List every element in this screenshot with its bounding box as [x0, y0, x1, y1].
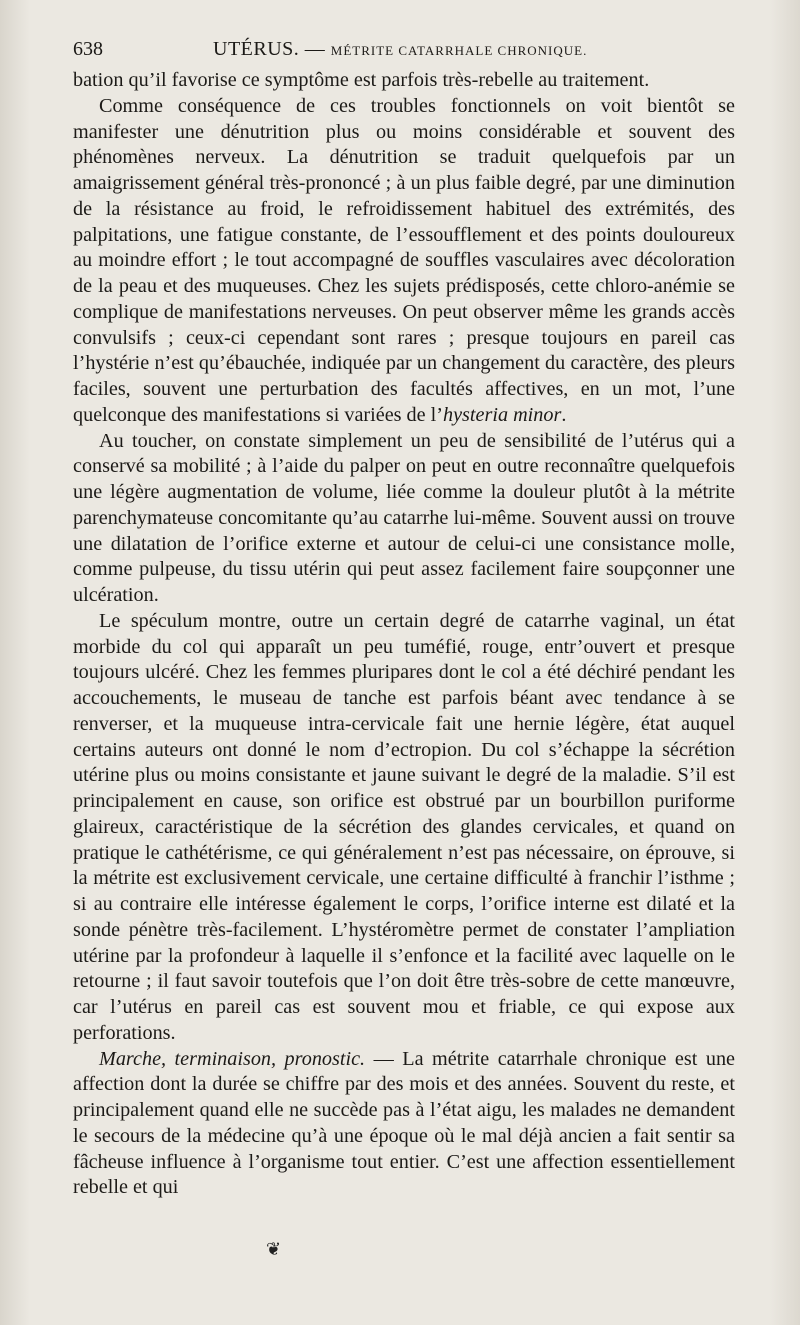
paragraph-toucher: Au toucher, on constate simplement un peu de sensibilité de l’utérus qui a conservé sa mobilité ; à l’aide du palper on peut en outre reconnaître quelquefois une légère augmentation de volume, liée comme la douleur plutôt à la métrite parenchymateuse concomitante qu’au catarrhe lui-même. Souvent aussi on trouve une dilatation de l’orifice externe et autour de celui-ci une consistance molle, comme pulpeuse, du tissu utérin qui peut assez facilement faire soupçonner une ulcération. — [73, 429, 735, 606]
section-heading-marche: Marche, terminaison, pronostic. — [99, 1047, 366, 1070]
paragraph-marche — [73, 1047, 735, 1202]
paragraph-denutrition-text: Comme conséquence de ces troubles fonctionnels on voit bientôt se manifester une dénutrition plus ou moins considérable et souvent des phénomènes nerveux. La dénutrition se traduit quelquefois par un amaigrissement général très-prononcé ; à un plus faible degré, par une diminution de la résistance au froid, le refroidissement habituel des extrémités, des palpitations, une fatigue constante, de l’essoufflement et des points douloureux au moindre effort ; le tout accompagné de souffles vasculaires avec décoloration de la peau et des muqueuses. Chez les sujets prédisposés, cette chloro-anémie se complique de manifestations nerveuses. On peut observer même les grands accès convulsifs ; ceux-ci cependant sont rares ; presque toujours en pareil cas l’hystérie n’est qu’ébauchée, indiquée par un changement du caractère, des pleurs faciles, souvent une perturbation des facultés affectives, en un mot, l’une quelconque des manifestations si variées de l’ — [73, 94, 735, 426]
running-title-separator: — — [304, 38, 326, 60]
printer-ornament-icon: ❦ — [266, 1239, 282, 1259]
running-title-main: UTÉRUS. — [213, 38, 300, 60]
italic-hysteria-minor: hysteria minor — [443, 403, 562, 426]
paragraph-continuation: bation qu’il favorise ce symptôme est parfois très-rebelle au traitement. — [73, 69, 650, 91]
paragraph-speculum: Le spéculum montre, outre un certain degré de catarrhe vaginal, un état morbide du col qui apparaît un peu tuméfié, rouge, entr’ouvert et presque toujours ulcéré. Chez les femmes pluripares dont le col a été déchiré pendant les accouchements, le museau de tanche est parfois béant avec tendance à se renverser, et la muqueuse intra-cervicale fait une hernie légère, état auquel certains auteurs ont donné le nom d’ectropion. Du col s’échappe la sécrétion utérine plus ou moins consistante et jaune suivant le degré de la maladie. S’il est principalement en cause, son orifice est obstrué par un bourbillon puriforme glaireux, caractéristique de la sécrétion des glandes cervicales, et quand on pratique le cathétérisme, ce qui généralement n’est pas nécessaire, on éprouve, si la métrite est exclusivement cervicale, une certaine difficulté à franchir l’isthme ; si au contraire elle intéresse également le corps, l’orifice interne est dilaté et la sonde pénètre très-facilement. L’hystéromètre permet de constater l’ampliation utérine par la profondeur à laquelle il s’enfonce et la facilité avec laquelle on le retourne ; il faut savoir toutefois que l’on doit être très-sobre de cette manœuvre, car l’utérus en pareil cas est souvent mou et friable, ce qui expose aux perforations. — [73, 609, 735, 1044]
page-number: 638 — [73, 38, 103, 60]
body-text — [73, 68, 735, 1201]
running-title — [213, 38, 587, 61]
paragraph-marche-text: La métrite catarrhale chronique est une affection dont la durée se chiffre par des mois et des années. Souvent du reste, et principalement quand elle ne succède pas à l’état aigu, les malades ne demandent le secours de la médecine qu’à une époque où le mal déjà ancien a fait sentir sa fâcheuse influence à l’organisme tout entier. C’est une affection essentiellement rebelle et qui — [73, 1047, 735, 1199]
section-dash: — — [365, 1047, 403, 1070]
paragraph-denutrition — [73, 94, 735, 429]
running-title-subtitle: MÉTRITE CATARRHALE CHRONIQUE. — [330, 43, 588, 58]
running-header — [73, 38, 735, 68]
paragraph-denutrition-end: . — [561, 403, 567, 426]
